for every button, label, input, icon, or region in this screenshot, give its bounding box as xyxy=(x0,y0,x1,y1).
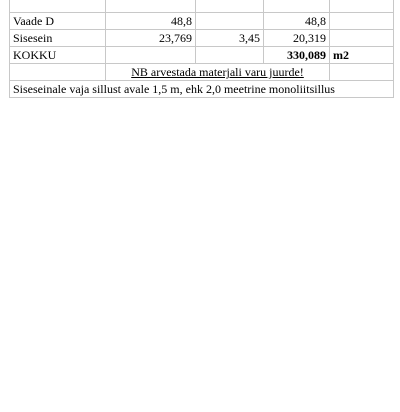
cell-empty[interactable] xyxy=(196,0,264,13)
table-row xyxy=(10,81,394,98)
unit-cell[interactable] xyxy=(330,30,394,47)
unit-cell[interactable]: m2 xyxy=(330,47,394,64)
value-cell[interactable] xyxy=(196,13,264,30)
cell-empty[interactable] xyxy=(330,64,394,81)
row-label[interactable]: Vaade D xyxy=(10,13,106,30)
value-cell[interactable] xyxy=(106,47,196,64)
unit-cell[interactable] xyxy=(330,13,394,30)
note-cell[interactable]: NB arvestada materjali varu juurde! xyxy=(106,64,330,81)
cell-empty[interactable] xyxy=(330,0,394,13)
value-cell[interactable]: 20,319 xyxy=(264,30,330,47)
table-row xyxy=(10,30,394,47)
row-label[interactable]: KOKKU xyxy=(10,47,106,64)
area-table xyxy=(9,0,394,98)
table-row xyxy=(10,47,394,64)
value-cell[interactable]: 48,8 xyxy=(264,13,330,30)
value-cell[interactable] xyxy=(196,47,264,64)
table-row xyxy=(10,64,394,81)
value-cell[interactable]: 3,45 xyxy=(196,30,264,47)
cell-empty[interactable] xyxy=(264,0,330,13)
table-row xyxy=(10,13,394,30)
total-value-cell[interactable]: 330,089 xyxy=(264,47,330,64)
cell-empty[interactable] xyxy=(106,0,196,13)
value-cell[interactable]: 48,8 xyxy=(106,13,196,30)
cell-empty[interactable] xyxy=(10,64,106,81)
row-label[interactable]: Sisesein xyxy=(10,30,106,47)
footnote-cell[interactable]: Siseseinale vaja sillust avale 1,5 m, ehk 2,0 meetrine monoliitsillus xyxy=(10,81,394,98)
value-cell[interactable]: 23,769 xyxy=(106,30,196,47)
cell-empty[interactable] xyxy=(10,0,106,13)
table-row xyxy=(10,0,394,13)
